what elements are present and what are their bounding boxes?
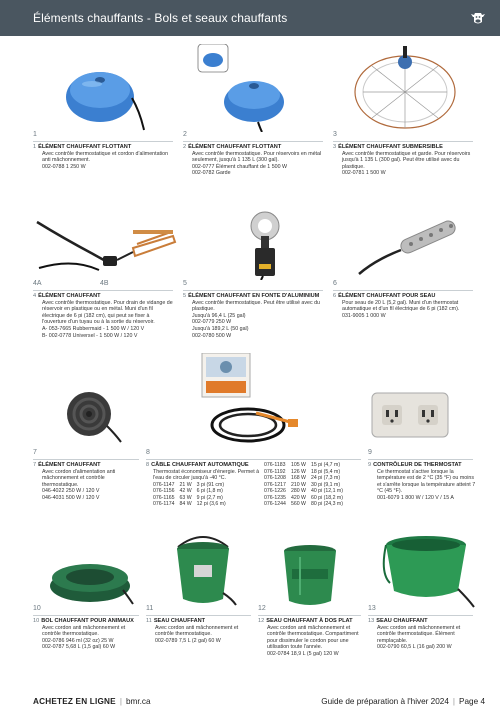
- table-cell: 076-1208: [264, 475, 286, 481]
- product-description-3: [333, 144, 478, 177]
- sku-line: 002-0781 1 500 W: [342, 170, 386, 177]
- sku-line: 002-0782 Garde: [192, 170, 231, 177]
- divider: [146, 459, 361, 460]
- sku-line: 002-0788 1 250 W: [42, 163, 86, 170]
- product-text: Avec cordon anti mâchonnement et contrôle thermostatique. Élément remplaçable.: [377, 624, 461, 644]
- sku-line: 002-0779 250 W: [192, 319, 232, 326]
- product-text: Avec cordon d'alimentation anti mâchonnement et contrôle thermostatique.: [42, 468, 116, 488]
- table-cell: 30 pi (9,1 m): [310, 481, 341, 488]
- page-title: Éléments chauffants - Bols et seaux chauffants: [33, 11, 288, 25]
- sku-line: 001-6079 1 800 W / 120 V / 15 A: [377, 494, 454, 501]
- footer-right: Guide de préparation à l'hiver 2024 | Page 4: [321, 696, 485, 706]
- product-text: Pour seau de 20 L (5,2 gal). Muni d'un thermostat automatique et d'un fil électrique de 6 pi (182 cm).: [342, 299, 460, 313]
- item-number: 9: [368, 449, 372, 456]
- table-row: [153, 488, 231, 495]
- product-description-6: [333, 293, 478, 319]
- divider: [368, 615, 473, 616]
- divider: [258, 615, 361, 616]
- product-description-8: [146, 462, 261, 508]
- item-number: 6: [333, 293, 337, 299]
- product-description-11: [146, 618, 253, 644]
- item-number: 5: [183, 293, 187, 299]
- divider: [333, 290, 473, 291]
- table-cell: 60 pi (18,2 m): [310, 494, 343, 501]
- item-number: 3: [333, 144, 337, 150]
- item-number: 6: [333, 280, 337, 287]
- sku-line: B- 002-0778 Universel - 1 500 W / 120 V: [42, 332, 138, 339]
- table-cell: 12 pi (3,6 m): [196, 501, 226, 508]
- cable-sku-table-a: [153, 482, 231, 508]
- divider: [33, 290, 173, 291]
- product-description-2: [183, 144, 323, 177]
- item-number: 10: [33, 605, 41, 612]
- product-text: Avec cordon anti mâchonnement et contrôle thermostatique. Compartiment pour dissimuler le cordon pour une utilisation toute l'année.: [267, 624, 359, 651]
- table-cell: 42 W: [179, 488, 192, 495]
- item-number: 12: [258, 618, 265, 624]
- product-title: SEAU CHAUFFANT: [153, 618, 206, 624]
- table-cell: 076-1244: [264, 501, 286, 507]
- sku-line: 046-4022 250 W / 120 V: [42, 488, 100, 495]
- table-cell: 6 pi (1,8 m): [196, 488, 223, 495]
- sku-line: Jusqu'à 189,2 L (50 gal): [192, 325, 249, 332]
- thermostat-controller-image: [368, 385, 452, 445]
- product-description-4: [33, 293, 173, 339]
- table-cell: 9 pi (2,7 m): [196, 494, 223, 501]
- footer-left: ACHETEZ EN LIGNE | bmr.ca: [33, 696, 151, 706]
- item-number: 2: [183, 144, 187, 150]
- product-description-10: [33, 618, 141, 651]
- item-number: 13: [368, 618, 375, 624]
- divider: [33, 459, 139, 460]
- pet-bowl-image: [45, 548, 135, 606]
- page-footer: [0, 686, 500, 716]
- product-text: Thermostat économiseur d'énergie. Permet à l'eau de circuler jusqu'à -40 °C.: [153, 468, 260, 482]
- site-link[interactable]: bmr.ca: [125, 696, 151, 706]
- product-text: Avec contrôle thermostatique. Pour drain de vidange de réservoir en plastique ou en métal. Muni d'un fil électrique de 6 pi (182 cm), qui peut se fixer à l'ouverture d'un tuyau ou à la sortie du réservoir.: [42, 299, 173, 326]
- table-cell: 63 W: [179, 494, 192, 501]
- sku-line: Jusqu'à 96,4 L (25 gal): [192, 312, 246, 319]
- item-number: 11: [146, 618, 152, 624]
- item-number-4a: 4A: [33, 280, 42, 287]
- product-text: Avec contrôle thermostatique. Pour réservoirs en métal seulement, jusqu'à 1 135 L (300 gal).: [192, 150, 322, 164]
- sku-line: 002-0789 7,5 L (2 gal) 60 W: [155, 637, 221, 644]
- table-cell: 076-1174: [153, 501, 175, 508]
- sku-line: A- 053-7665 Rubbermaid - 1 500 W / 120 V: [42, 325, 145, 332]
- divider: [183, 290, 323, 291]
- item-number: 3: [333, 131, 337, 138]
- table-cell: 076-1235: [264, 494, 286, 501]
- item-number: 11: [146, 605, 154, 612]
- table-cell: 076-1226: [264, 488, 286, 494]
- table-cell: 15 pi (4,7 m): [310, 462, 341, 468]
- product-description-13: [368, 618, 478, 651]
- guide-title: Guide de préparation à l'hiver 2024: [321, 696, 449, 706]
- divider: [368, 459, 473, 460]
- table-cell: 105 W: [290, 462, 306, 468]
- sku-line: 002-0780 500 W: [192, 332, 232, 339]
- large-heated-bucket-image: [380, 533, 476, 609]
- table-cell: 3 pi (91 cm): [196, 481, 225, 488]
- item-number: 13: [368, 605, 376, 612]
- table-cell: 126 W: [290, 468, 306, 475]
- product-title: SEAU CHAUFFANT: [376, 618, 428, 624]
- cast-aluminum-heater-image: [225, 208, 305, 280]
- sku-line: 002-0787 5,68 L (1,5 gal) 60 W: [42, 644, 116, 651]
- table-row: [264, 475, 348, 482]
- sku-line: 002-0786 946 ml (32 oz) 25 W: [42, 637, 114, 644]
- page-number: Page 4: [459, 696, 485, 706]
- product-description-9: [368, 462, 478, 502]
- product-title: ÉLÉMENT CHAUFFANT POUR SEAU: [338, 293, 436, 299]
- floating-heater-image-1: [52, 52, 152, 132]
- table-cell: 076-1147: [153, 481, 175, 488]
- table-cell: 21 W: [179, 481, 192, 488]
- item-number: 12: [258, 605, 266, 612]
- shop-online-label: ACHETEZ EN LIGNE: [33, 696, 116, 706]
- item-number: 9: [368, 462, 372, 468]
- product-text: Avec cordon anti mâchonnement et contrôle thermostatique.: [155, 624, 239, 638]
- item-number: 10: [33, 618, 40, 624]
- divider: [183, 141, 323, 142]
- sku-line: 002-0784 18,9 L (5 gal) 120 W: [267, 650, 339, 657]
- divider: [33, 615, 139, 616]
- item-number: 1: [33, 131, 37, 138]
- table-cell: 076-1217: [264, 481, 286, 488]
- submersible-heater-image: [350, 44, 460, 134]
- cable-sku-table-b: [264, 462, 348, 508]
- product-title: SEAU CHAUFFANT À DOS PLAT: [266, 618, 353, 624]
- product-title: ÉLÉMENT CHAUFFANT SUBMERSIBLE: [338, 144, 443, 150]
- cable-sku-table-b-wrap: [264, 462, 364, 508]
- product-text: Avec contrôle thermostatique. Peut être utilisé avec du plastique.: [192, 299, 320, 313]
- product-description-7: [33, 462, 141, 502]
- item-number: 8: [146, 462, 150, 468]
- table-cell: 84 W: [179, 501, 192, 508]
- table-cell: 24 pi (7,3 m): [310, 475, 341, 481]
- table-cell: 280 W: [290, 488, 306, 494]
- table-row: [153, 501, 231, 508]
- sku-line: 002-0777 Élément chauffant de 1 500 W: [192, 163, 288, 170]
- item-number: 5: [183, 280, 187, 287]
- table-cell: 168 W: [290, 475, 306, 481]
- cow-logo-icon: [470, 11, 486, 25]
- product-text: Ce thermostat s'active lorsque la température est de 2 °C (35 °F) ou moins et s'arrête lorsque la température atteint 7 °C (45 °F).: [377, 468, 476, 495]
- item-number: 7: [33, 462, 37, 468]
- product-title: ÉLÉMENT CHAUFFANT: [38, 462, 101, 468]
- sku-line: 031-9005 1 000 W: [342, 312, 386, 319]
- product-text: Avec contrôle thermostatique et garde. Pour réservoirs jusqu'à 1 135 L (300 gal). Peut être utilisé avec du plastique.: [342, 150, 471, 170]
- heating-cable-image: [196, 353, 300, 449]
- divider: [146, 615, 251, 616]
- product-description-1: [33, 144, 173, 170]
- item-number: 2: [183, 131, 187, 138]
- table-cell: 420 W: [290, 494, 306, 501]
- table-cell: 40 pi (12,1 m): [310, 488, 343, 494]
- product-title: ÉLÉMENT CHAUFFANT FLOTTANT: [188, 144, 282, 150]
- product-description-12: [258, 618, 364, 658]
- bucket-heater-image: [355, 208, 465, 280]
- page-header: [0, 0, 500, 36]
- product-title: ÉLÉMENT CHAUFFANT: [38, 293, 101, 299]
- product-text: Avec cordon anti mâchonnement et contrôle thermostatique.: [42, 624, 126, 638]
- table-cell: 076-1156: [153, 488, 175, 495]
- item-number: 4: [33, 293, 37, 299]
- product-title: ÉLÉMENT CHAUFFANT FLOTTANT: [38, 144, 132, 150]
- sku-line: 002-0790 60,5 L (16 gal) 200 W: [377, 644, 452, 651]
- table-cell: 560 W: [290, 501, 306, 507]
- heated-bucket-image: [168, 533, 238, 607]
- item-number-4b: 4B: [100, 280, 109, 287]
- item-number: 8: [146, 449, 150, 456]
- table-cell: 18 pi (5,4 m): [310, 468, 341, 475]
- table-cell: 076-1165: [153, 494, 175, 501]
- product-title: ÉLÉMENT CHAUFFANT EN FONTE D'ALUMINIUM: [188, 293, 320, 299]
- table-cell: 076-1183: [264, 462, 286, 468]
- heater-element-image: [55, 388, 125, 444]
- item-number: 1: [33, 144, 37, 150]
- sku-line: 046-4031 500 W / 120 V: [42, 494, 100, 501]
- flat-back-bucket-image: [280, 543, 340, 609]
- item-number: 7: [33, 449, 37, 456]
- divider: [333, 141, 473, 142]
- table-row: [264, 462, 348, 469]
- floating-heater-image-2: [196, 44, 296, 132]
- table-cell: 80 pi (24,3 m): [310, 501, 343, 507]
- product-title: CÂBLE CHAUFFANT AUTOMATIQUE: [151, 462, 249, 468]
- drain-heater-image: [33, 208, 178, 280]
- table-cell: 210 W: [290, 481, 306, 488]
- table-cell: 076-1192: [264, 468, 286, 475]
- table-row: [264, 501, 348, 508]
- product-text: Avec contrôle thermostatique et cordon d'alimentation anti mâchonnement.: [42, 150, 169, 164]
- product-title: BOL CHAUFFANT POUR ANIMAUX: [41, 618, 134, 624]
- product-title: CONTRÔLEUR DE THERMOSTAT: [373, 462, 462, 468]
- table-row: [264, 488, 348, 495]
- product-description-5: [183, 293, 328, 339]
- divider: [33, 141, 173, 142]
